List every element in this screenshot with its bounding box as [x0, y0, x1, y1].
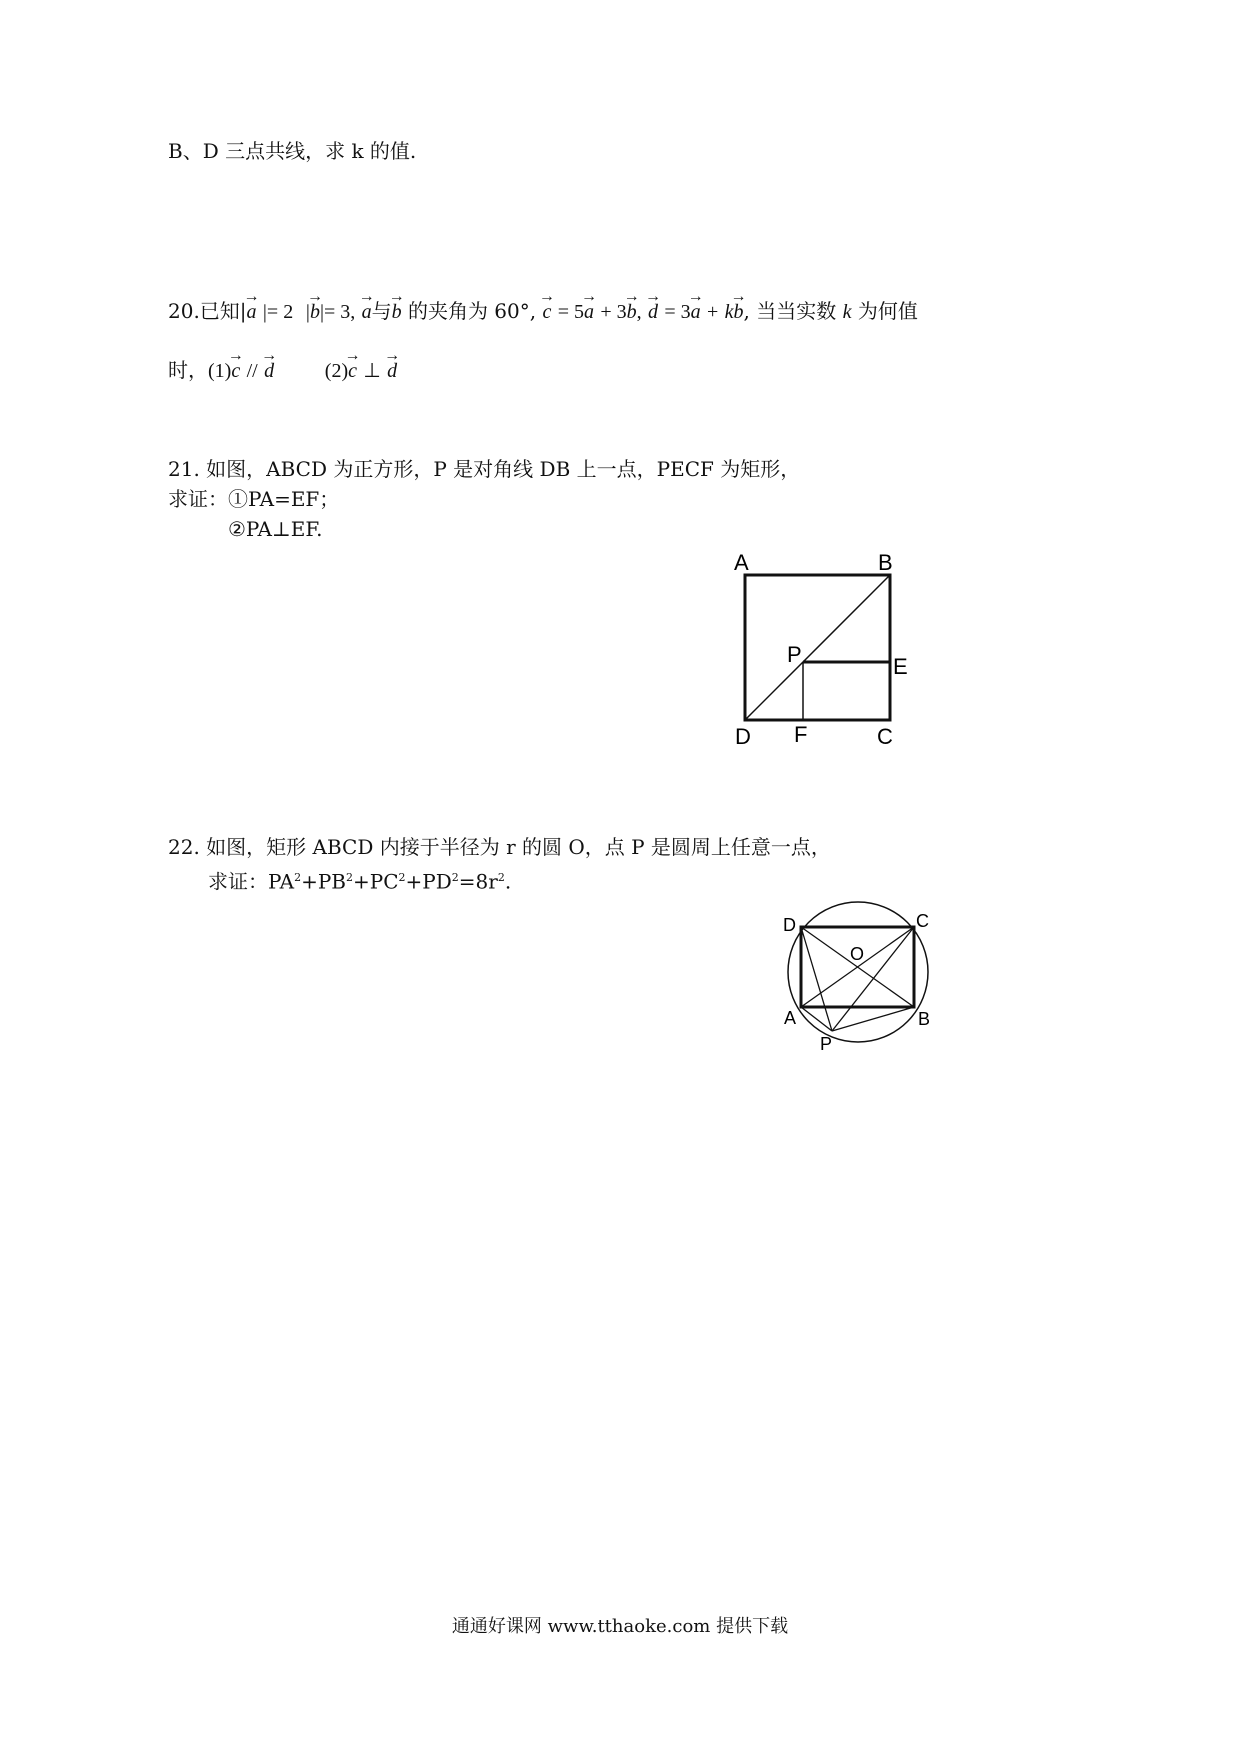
part-2-number: (2): [324, 360, 349, 382]
c-equals: = 5: [557, 301, 585, 323]
period: .: [504, 869, 512, 894]
vector-c: → c: [348, 357, 357, 385]
k-variable: k: [842, 301, 852, 323]
label-b: B: [918, 1009, 931, 1029]
label-p: P: [820, 1034, 833, 1054]
vector-d: → d: [648, 298, 658, 326]
plus-three: + 3: [600, 301, 627, 323]
q21-stem: 21. 如图，ABCD 为正方形，P 是对角线 DB 上一点，PECF 为矩形，: [168, 457, 801, 481]
vector-a: → a: [691, 298, 701, 326]
q21-prove-1: 求证：①PA=EF；: [168, 487, 340, 511]
yu-text: 与: [371, 299, 392, 323]
parallel-symbol: //: [246, 360, 258, 382]
vector-a: → a: [362, 298, 372, 326]
label-c: C: [916, 911, 929, 931]
perpendicular-symbol: ⊥: [363, 360, 381, 382]
segment-pc: [832, 927, 914, 1031]
label-c: C: [877, 724, 893, 749]
q22-prove: [208, 864, 511, 896]
vector-a: → a: [247, 298, 257, 326]
q22-stem: 22. 如图，矩形 ABCD 内接于半径为 r 的圆 O，点 P 是圆周上任意一点，: [168, 835, 831, 859]
footer-source: 通通好课网 www.tthaoke.com 提供下载: [451, 1616, 789, 1637]
abs-a-value: |= 2: [262, 301, 294, 323]
abs-bar: |: [305, 301, 310, 323]
vector-c: → c: [231, 357, 240, 385]
exponent: 2: [497, 871, 505, 884]
vector-b: → b: [392, 298, 402, 326]
q22-figure: [775, 900, 945, 1060]
vector-b: → b: [310, 298, 320, 326]
label-a: A: [784, 1008, 797, 1028]
label-e: E: [893, 654, 908, 679]
exponent: 2: [346, 871, 353, 884]
part-1-number: (1): [208, 360, 232, 382]
comma: ,: [636, 301, 642, 323]
plus: +: [707, 301, 719, 323]
diagonal-db: [745, 575, 890, 720]
q21-prove-2: ②PA⊥EF.: [228, 517, 323, 541]
q20-lead: 20.已知|: [168, 299, 247, 323]
circle-o: [788, 902, 931, 1042]
exponent: 2: [398, 871, 406, 884]
label-f: F: [794, 722, 808, 747]
label-d: D: [735, 724, 751, 749]
equals-8r: =8r: [458, 869, 498, 894]
vector-d: → d: [264, 357, 274, 385]
q20-parts: [168, 356, 397, 385]
vector-c: → c: [542, 298, 551, 326]
vector-a: → a: [584, 298, 594, 326]
q19-continuation: B、D 三点共线，求 k 的值.: [168, 139, 417, 163]
q20-tail-1: , 当当实数: [743, 299, 837, 323]
q20-when: 时，: [168, 358, 208, 382]
d-equals: = 3: [664, 301, 691, 323]
segment-pd: [801, 927, 832, 1031]
label-b: B: [878, 550, 893, 575]
label-o: O: [850, 944, 865, 964]
term-pc: +PC: [353, 869, 399, 894]
term-pb: +PB: [301, 869, 346, 894]
label-d: D: [783, 915, 796, 935]
vector-b: → b: [627, 298, 637, 326]
exponent: 2: [294, 871, 302, 884]
vector-b: → b: [734, 298, 744, 326]
k-coefficient: k: [724, 301, 734, 323]
q22-prove-lead: 求证：PA: [208, 869, 295, 894]
label-a: A: [734, 550, 749, 575]
label-p: P: [787, 642, 802, 667]
term-pd: +PD: [405, 869, 452, 894]
angle-text: 的夹角为 60°,: [407, 299, 537, 323]
q21-figure: [720, 540, 940, 755]
exponent: 2: [451, 871, 459, 884]
q20-stem: [168, 297, 918, 326]
q20-tail-2: 为何值: [857, 299, 918, 323]
vector-d: → d: [387, 357, 397, 385]
abs-b-value: |= 3,: [319, 301, 356, 323]
